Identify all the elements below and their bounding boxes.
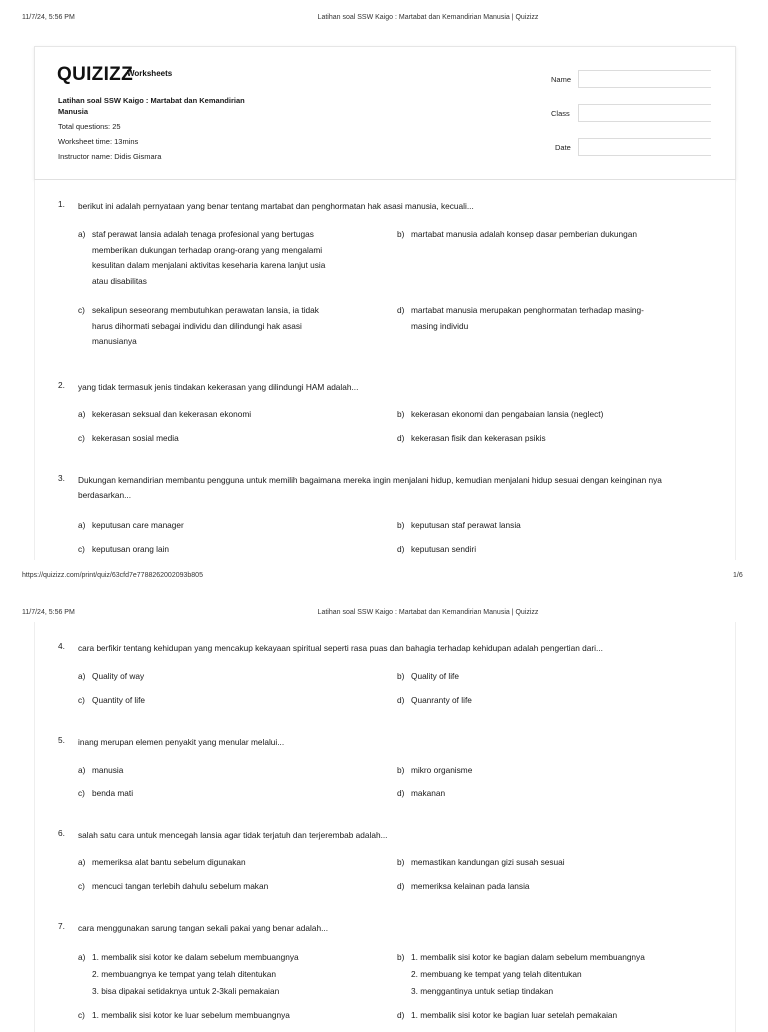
option-text: kekerasan fisik dan kekerasan psikis	[411, 433, 546, 443]
option-letter: d)	[397, 433, 405, 443]
name-field[interactable]	[578, 70, 711, 88]
question-number: 4.	[58, 641, 65, 651]
question-text: cara menggunakan sarung tangan sekali pakai yang benar adalah...	[78, 923, 329, 933]
option-letter: d)	[397, 881, 405, 891]
option-text: Quantity of life	[92, 695, 146, 705]
option-text: kekerasan ekonomi dan pengabaian lansia (neglect)	[411, 409, 604, 419]
page1-header-title: Latihan soal SSW Kaigo : Martabat dan Kemandirian Manusia | Quizizz	[317, 14, 539, 21]
option-text: makanan	[411, 788, 446, 798]
option-text: manusia	[92, 765, 124, 775]
option-letter: d)	[397, 788, 405, 798]
question-number: 5.	[58, 735, 65, 745]
question-text: salah satu cara untuk mencegah lansia agar tidak terjatuh dan terjerembab adalah...	[78, 830, 388, 840]
option-letter: c)	[78, 788, 85, 798]
question-text: yang tidak termasuk jenis tindakan kekerasan yang dilindungi HAM adalah...	[78, 382, 359, 392]
option-letter: b)	[397, 857, 405, 867]
class-field[interactable]	[578, 104, 711, 122]
option-letter: a)	[78, 409, 86, 419]
option-text: kekerasan sosial media	[92, 433, 179, 443]
option-text: martabat manusia merupakan penghormatan terhadap masing- masing individu	[411, 305, 644, 331]
option-text: Quality of life	[411, 671, 459, 681]
date-label: Date	[555, 143, 571, 152]
page1-header-datetime: 11/7/24, 5:56 PM	[22, 14, 75, 21]
option-letter: b)	[397, 952, 405, 962]
question-number: 3.	[58, 473, 65, 483]
option-text: 1. membalik sisi kotor ke luar sebelum membuangnya	[92, 1010, 290, 1020]
page2-header-datetime: 11/7/24, 5:56 PM	[22, 609, 75, 616]
option-text: 1. membalik sisi kotor ke bagian luar setelah pemakaian	[411, 1010, 618, 1020]
worksheets-label: Worksheets	[127, 69, 173, 78]
option-letter: c)	[78, 433, 85, 443]
option-letter: c)	[78, 544, 85, 554]
option-text: memastikan kandungan gizi susah sesuai	[411, 857, 565, 867]
option-text: benda mati	[92, 788, 134, 798]
option-letter: d)	[397, 544, 405, 554]
option-letter: c)	[78, 305, 85, 315]
option-letter: c)	[78, 695, 85, 705]
class-label: Class	[551, 109, 570, 118]
option-text: mikro organisme	[411, 765, 473, 775]
option-letter: a)	[78, 857, 86, 867]
option-text: memeriksa kelainan pada lansia	[411, 881, 530, 891]
option-letter: b)	[397, 520, 405, 530]
question-text: Dukungan kemandirian membantu pengguna untuk memilih bagaimana mereka ingin menjalani hidup, kemudian menjalani hidup sesuai dengan keinginan nya berdasarkan...	[78, 475, 662, 500]
option-letter: c)	[78, 881, 85, 891]
option-text: mencuci tangan terlebih dahulu sebelum makan	[92, 881, 269, 891]
question-number: 1.	[58, 199, 65, 209]
worksheet-time: Worksheet time: 13mins	[58, 137, 139, 146]
option-letter: c)	[78, 1010, 85, 1020]
option-text: 1. membalik sisi kotor ke bagian dalam sebelum membuangnya 2. membuang ke tempat yang telah ditentukan 3. menggantinya untuk setiap tindakan	[411, 952, 645, 996]
question-number: 2.	[58, 380, 65, 390]
option-text: Quanranty of life	[411, 695, 472, 705]
question-text: cara berfikir tentang kehidupan yang mencakup kekayaan spiritual seperti rasa puas dan bahagia terhadap kehidupan adalah pengertian dari...	[78, 643, 603, 653]
option-text: keputusan care manager	[92, 520, 184, 530]
question-number: 7.	[58, 921, 65, 931]
option-letter: b)	[397, 229, 405, 239]
option-letter: b)	[397, 671, 405, 681]
page1-footer-url[interactable]: https://quizizz.com/print/quiz/63cfd7e7788262002093b805	[22, 572, 203, 579]
question-text: inang merupan elemen penyakit yang menular melalui...	[78, 737, 285, 747]
option-letter: a)	[78, 671, 86, 681]
question-number: 6.	[58, 828, 65, 838]
option-letter: d)	[397, 305, 405, 315]
option-letter: a)	[78, 952, 86, 962]
option-text: keputusan orang lain	[92, 544, 170, 554]
option-letter: d)	[397, 1010, 405, 1020]
option-text: kekerasan seksual dan kekerasan ekonomi	[92, 409, 252, 419]
name-label: Name	[551, 75, 572, 84]
quizizz-logo: QUIZIZZ	[57, 64, 133, 85]
option-letter: a)	[78, 765, 86, 775]
total-questions: Total questions: 25	[58, 122, 121, 131]
option-letter: b)	[397, 765, 405, 775]
option-letter: a)	[78, 229, 86, 239]
option-text: keputusan staf perawat lansia	[411, 520, 521, 530]
option-text: sekalipun seseorang membutuhkan perawatan lansia, ia tidak harus dihormati sebagai individu dan dilindungi hak asasi manusianya	[92, 305, 319, 346]
option-text: staf perawat lansia adalah tenaga profesional yang bertugas memberikan dukungan terhadap orang-orang yang mengalami kesulitan dalam menjalani aktivitas keseharia karena lanjut usia atau disabilitas	[92, 229, 326, 286]
option-text: Quality of way	[92, 671, 145, 681]
instructor-name: Instructor name: Didis Gismara	[58, 152, 162, 161]
option-text: memeriksa alat bantu sebelum digunakan	[92, 857, 246, 867]
option-text: 1. membalik sisi kotor ke dalam sebelum membuangnya 2. membuangnya ke tempat yang telah ditentukan 3. bisa dipakai setidaknya untuk 2-3kali pemakaian	[92, 952, 299, 996]
page2-header-title: Latihan soal SSW Kaigo : Martabat dan Kemandirian Manusia | Quizizz	[317, 609, 539, 616]
option-letter: b)	[397, 409, 405, 419]
option-text: keputusan sendiri	[411, 544, 477, 554]
option-letter: d)	[397, 695, 405, 705]
option-text: martabat manusia adalah konsep dasar pemberian dukungan	[411, 229, 638, 239]
page1-footer-page-number: 1/6	[733, 572, 743, 579]
worksheet-title: Latihan soal SSW Kaigo : Martabat dan Kemandirian Manusia	[58, 96, 245, 116]
date-field[interactable]	[578, 138, 711, 156]
question-text: berikut ini adalah pernyataan yang benar tentang martabat dan penghormatan hak asasi manusia, kecuali...	[78, 201, 474, 211]
option-letter: a)	[78, 520, 86, 530]
